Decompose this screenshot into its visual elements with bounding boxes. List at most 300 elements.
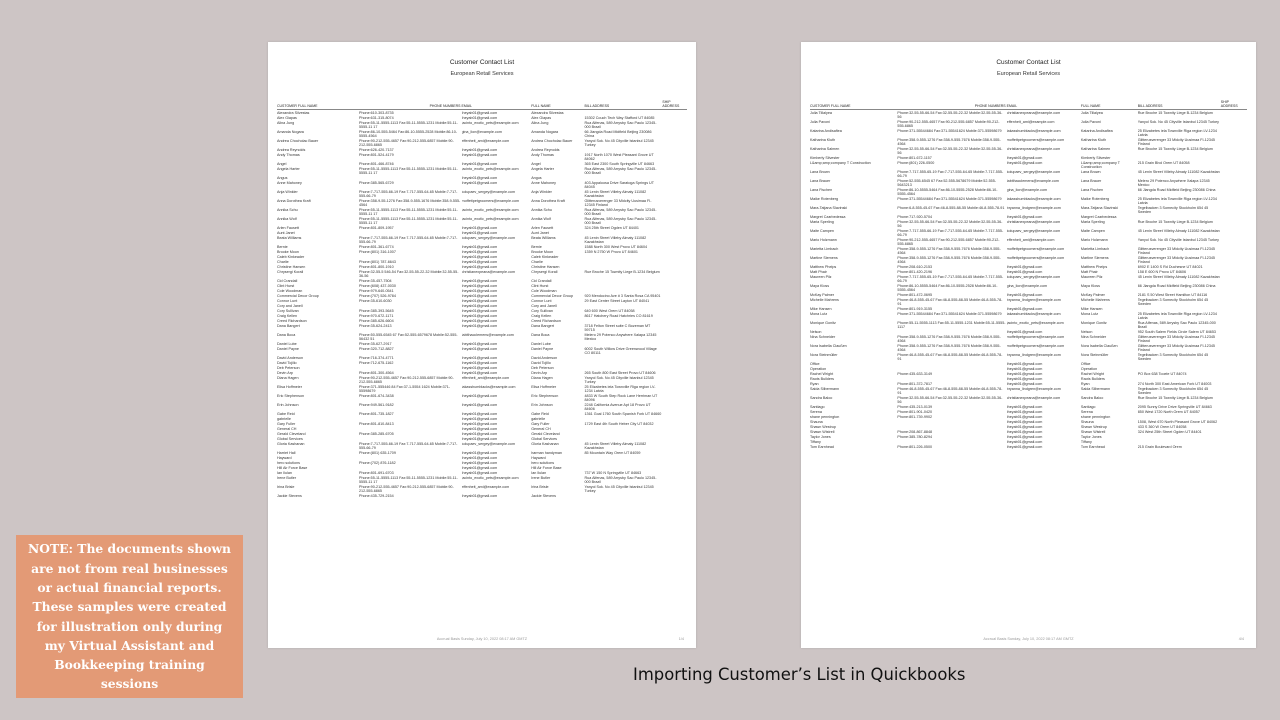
customer-name-cell: Margret Czarbedessa <box>810 214 846 219</box>
customer-name-cell: Shawn Wistrell <box>810 429 835 434</box>
customer-name-cell: Mara-Tatjana Slavinski <box>810 205 848 210</box>
customer-name-cell: Taylor Jones <box>810 434 831 439</box>
phone-cell: Phone:626-420-7137 <box>359 147 394 152</box>
report-title: Customer Contact List <box>996 59 1061 66</box>
full-name-cell: Serena <box>1080 409 1093 414</box>
email-cell: theyab01@gmail.com <box>1006 424 1043 429</box>
email-cell: bryanna_lindgren@example.com <box>1006 352 1061 357</box>
phone-cell: Phone:801-672-1157 <box>897 155 932 160</box>
table-row <box>277 484 687 493</box>
full-name-cell: Irina Brisle <box>531 484 549 489</box>
customer-name-cell: Arlen Fausett <box>277 225 299 230</box>
customer-name-cell: Serena <box>810 409 822 414</box>
report-footer: Accrual Basis Sunday, July 10, 2022 08:17 AM GMTZ <box>436 637 528 641</box>
customer-name-cell: Julia Tillalyea <box>810 110 832 115</box>
ship-address-cell <box>1221 311 1247 320</box>
full-name-cell: Andy Thomas <box>531 152 554 157</box>
phone-cell: Phone:320-712-8827 <box>359 346 394 351</box>
phone-cell: Phone:(801) 226-0500 <box>897 160 935 165</box>
full-name-cell: Maya Kloss <box>1080 283 1100 288</box>
full-name-cell: Caleb Kinkeader <box>531 254 559 259</box>
full-name-cell: Katharina Kluth <box>1080 137 1107 142</box>
table-row <box>810 187 1247 196</box>
full-name-cell: Hayward <box>531 455 546 460</box>
customer-name-cell: David Tojillo <box>277 360 297 365</box>
customer-name-cell: shane pennington <box>810 414 840 419</box>
ship-address-cell <box>662 235 687 244</box>
phone-cell: Phone:801-472-0695 <box>897 292 933 297</box>
email-cell: effenheit_ami@example.com <box>461 484 510 489</box>
email-cell: bryanna_lindgren@example.com <box>1006 205 1061 210</box>
column-header-full-name: FULL NAME <box>1081 100 1138 110</box>
customer-name-cell: Cole Woodman <box>277 288 303 293</box>
full-name-cell: Beata Williams <box>531 235 556 240</box>
full-name-cell: Gerald Cleveland <box>531 431 560 436</box>
ship-address-cell <box>1221 119 1247 128</box>
ship-address-cell <box>662 393 687 402</box>
customer-name-cell: Monique Gonitz <box>810 320 836 325</box>
full-name-cell: Clint Hurst <box>531 283 549 288</box>
customer-name-cell: Brooke Moon <box>277 249 299 254</box>
phone-cell: Phone:90-212-555-4657 Fax:90-212-555-6857 Mobile:90-212-555-6865 <box>359 375 454 384</box>
customer-name-cell: Katarina Andisafiea <box>810 128 842 133</box>
ship-address-cell <box>1221 297 1247 306</box>
ship-address-cell <box>1221 334 1247 343</box>
full-name-cell: Raots Builders <box>1080 376 1105 381</box>
full-name-cell: hero solutions <box>531 460 555 465</box>
full-name-cell: Ian Ilulan <box>531 470 547 475</box>
customer-name-cell: Marietta Limbach <box>810 246 839 251</box>
email-cell: theyab01@gmail.com <box>461 416 498 421</box>
email-cell: theyab01@gmail.com <box>1006 160 1043 165</box>
phone-cell: Phone:801-901-0420 <box>897 409 933 414</box>
slide-caption: Importing Customer’s List in Quickbooks <box>633 665 966 684</box>
full-name-cell: Shawn Wistrell <box>1080 429 1106 434</box>
table-row <box>810 219 1247 228</box>
column-header-ship-address: SHIP ADDRESS <box>1221 100 1247 110</box>
bill-address-cell: 66 Jiangda Road Midfield Beijing 230086 China <box>1137 283 1216 288</box>
bill-address-cell: 45 Lenin Street Villeby Almaty 111082 Kazakhstan <box>584 441 647 450</box>
full-name-cell: Alexandra Silvestas <box>531 110 564 115</box>
bill-address-cell: 1588 North 300 West Provo UT 84604 <box>584 244 648 249</box>
bill-address-cell: Rua Alfenas, 589 Arrysby Sao Paulo 12345-000 Brazil <box>584 207 657 216</box>
ship-address-cell <box>662 129 687 138</box>
ship-address-cell <box>1221 228 1247 237</box>
table-row <box>277 393 687 402</box>
bill-address-cell: 433 S 360 W Orem UT 84058 <box>1137 424 1187 429</box>
customer-name-cell: Lana Brauer <box>810 178 831 183</box>
email-cell: theyab01@gmail.com <box>461 254 498 259</box>
full-name-cell: Hill Air Force Base <box>531 465 562 470</box>
full-name-cell: Monique Gonitz <box>1080 320 1107 325</box>
email-cell: theyab01@gmail.com <box>461 298 498 303</box>
phone-cell: Phone:631-315-8074 <box>359 115 394 120</box>
full-name-cell: Diana Hagen <box>531 375 553 380</box>
full-name-cell: Erin Johnson <box>531 402 553 407</box>
bill-address-cell: 25 Elizabetes iela Townville Riga region LV-1234 Latvia <box>1137 128 1217 137</box>
table-row <box>277 216 687 225</box>
phone-cell: Phone:90-212-555-4657 Fax:90-212-555-6857 Mobile:90-212-555-6865 <box>359 484 454 493</box>
full-name-cell: Mario Holzmann <box>1080 237 1108 242</box>
bill-address-cell: 29 East Center Street Layton UT 84041 <box>584 298 650 303</box>
full-name-cell: Maike Rotenberg <box>1080 196 1110 201</box>
full-name-cell: Kimberly Silvester <box>1080 155 1111 160</box>
email-cell: theyab01@gmail.com <box>461 115 498 120</box>
phone-cell: Phone:90-212-555-4657 Fax:90-212-555-6857 Mobile:90-212-555-6865 <box>897 237 1000 246</box>
email-cell: gina_lion@example.com <box>461 129 502 134</box>
full-name-cell: Lana Brown <box>1080 169 1101 174</box>
full-name-cell: Julia Tillalyea <box>1080 110 1103 115</box>
email-cell: theyab01@gmail.com <box>1006 306 1043 311</box>
table-row <box>810 160 1247 169</box>
phone-cell: Phone:610-303-8735 <box>359 110 394 115</box>
table-row <box>810 196 1247 205</box>
phone-cell: Phone:32-55-5 546-54 Fax:32-55-55-22-32 Mobile:32-55-55-36-56 <box>359 269 459 278</box>
email-cell: christianexpeana@example.com <box>1006 110 1061 115</box>
ship-address-cell <box>662 384 687 393</box>
phone-cell: Phone:385-285-6705 <box>359 431 394 436</box>
full-name-cell: Commercial Decor Group <box>531 293 573 298</box>
phone-cell: Phone:46-8-555-45-67 Fax:46-8-555-88-55 Mobile:46-8-555-78-91 <box>897 297 1003 306</box>
page-number: 1/4 <box>678 637 684 641</box>
phone-cell: Phone:949-561-9182 <box>359 402 394 407</box>
email-cell: takasshumblacks@example.com <box>1006 311 1061 316</box>
email-cell: moffettpetgroomers@example.com <box>1006 343 1065 348</box>
email-cell: bryanna_lindgren@example.com <box>1006 297 1061 302</box>
full-name-cell: Michelle Mahrens <box>1080 297 1110 302</box>
phone-cell: Phone:801-674-3438 <box>359 393 394 398</box>
report-footer: Accrual Basis Sunday, July 10, 2022 08:17 AM GMTZ <box>983 637 1074 641</box>
phone-cell: Phone:32-55-55-66-54 Fax:32-55-55-22-32 Mobile:32-55-55-36-56 <box>897 146 1003 155</box>
full-name-cell: Angel <box>531 161 541 166</box>
full-name-cell: Ryan <box>1080 381 1090 386</box>
bill-address-cell: Yanyol Sok. No 45 Cityville Istanbul 12345 Turkey <box>1137 119 1220 124</box>
customer-name-cell: Angela Harter <box>277 166 300 171</box>
customer-name-cell: L&amp;amp;company T Construction <box>810 160 871 165</box>
phone-cell: Phone:979-640-0541 <box>359 288 394 293</box>
phone-cell: Phone:371-55544684 Fax:371-55541624 Mobile:371-55598679 <box>897 196 1002 201</box>
ship-address-cell <box>662 493 687 498</box>
table-row <box>810 128 1247 137</box>
bill-address-cell: 45 Lenin Street Villeby Almaty 111082 Kazakhstan <box>1137 274 1220 279</box>
ship-address-cell <box>1221 205 1247 214</box>
ship-address-cell <box>1221 146 1247 155</box>
email-cell: theyab01@gmail.com <box>461 426 498 431</box>
ship-address-cell <box>1221 137 1247 146</box>
full-name-cell: Creed Richardson <box>531 318 561 323</box>
email-cell: theyab01@gmail.com <box>461 455 498 460</box>
phone-cell: Phone:32-55-55-66-54 Fax:32-55-55-22-32 Mobile:32-55-55-36-56 <box>897 395 1003 404</box>
customer-name-cell: Mona Lutz <box>810 311 828 316</box>
ship-address-cell <box>1221 283 1247 292</box>
column-header-email: EMAIL <box>462 100 532 110</box>
email-cell: theyab01@gmail.com <box>1006 409 1043 414</box>
email-cell: theyab01@gmail.com <box>1006 444 1043 449</box>
email-cell: theyab01@gmail.com <box>1006 329 1043 334</box>
customer-name-cell: Hill Air Force Base <box>277 465 308 470</box>
email-cell: effenheit_ami@example.com <box>461 375 510 380</box>
full-name-cell: Eric Stephenson <box>531 393 559 398</box>
full-name-cell: McKay Palmer <box>1080 292 1105 297</box>
email-cell: theyab01@gmail.com <box>1006 414 1043 419</box>
customer-name-cell: Operation <box>810 366 827 371</box>
full-name-cell: Shauna <box>1080 419 1094 424</box>
full-name-cell: Craig Kellen <box>531 313 552 318</box>
customer-name-cell: gabrielle <box>277 416 291 421</box>
email-cell: theyab01@gmail.com <box>461 303 498 308</box>
full-name-cell: Connor Lunt <box>531 298 552 303</box>
column-header-full-name: FULL NAME <box>531 100 584 110</box>
email-cell: kolupaev_sergey@example.com <box>461 235 516 240</box>
bill-address-cell: PO Box 638 Tooele UT 84074 <box>1137 371 1187 376</box>
email-cell: jacinto_exotic_pets@example.com <box>461 120 519 125</box>
bill-address-cell: 324 West 25th Street Ogden UT 84401 <box>1137 429 1202 434</box>
email-cell: theyab01@gmail.com <box>1006 381 1043 386</box>
phone-cell: Phone:435-729-2154 <box>359 493 394 498</box>
customer-name-cell: Elisa Hoffmeier <box>277 384 302 389</box>
table-row <box>277 402 687 411</box>
customer-name-cell: Dana Bangert <box>277 323 300 328</box>
table-row <box>277 475 687 484</box>
bill-address-cell: 1917 North 1070 West Pleasant Grove UT 84062 <box>584 152 654 161</box>
customer-name-cell: Santiago <box>810 404 825 409</box>
email-cell: gina_lion@example.com <box>1006 187 1048 192</box>
table-row <box>810 228 1247 237</box>
ship-address-cell <box>1221 246 1247 255</box>
bill-address-cell: Rue Broche 15 Townity Liege B-1234 Belgium <box>584 269 660 274</box>
email-cell: theyab01@gmail.com <box>461 161 498 166</box>
customer-name-cell: hero solutions <box>277 460 300 465</box>
email-cell: theyab01@gmail.com <box>461 288 498 293</box>
bill-address-cell: 274 North 300 East American Fork UT 84003 <box>1137 381 1212 386</box>
bill-address-cell: 365 East 2300 South Springville UT 84663 <box>584 161 655 166</box>
full-name-cell: Nora Isabella Claußen <box>1080 343 1118 348</box>
full-name-cell: Operation <box>1080 366 1098 371</box>
table-row <box>810 246 1247 255</box>
email-cell: tabithacclemens@example.com <box>1006 178 1059 183</box>
table-row <box>277 332 687 341</box>
bill-address-cell: 215 Grain Blvd Orem UT 84058 <box>1137 160 1190 165</box>
phone-cell: Phone:801-810-8413 <box>359 421 394 426</box>
table-row <box>810 137 1247 146</box>
phone-cell: Phone:801-372-7817 <box>897 381 933 386</box>
full-name-cell: Shawn Westrup <box>1080 424 1107 429</box>
full-name-cell: Dana Bangert <box>531 323 554 328</box>
customer-name-cell: Andrea Reynolds <box>277 147 306 152</box>
email-cell: theyab01@gmail.com <box>461 313 498 318</box>
phone-cell: Phone:801-466-8746 <box>359 161 394 166</box>
customer-name-cell: Nina Schneider <box>810 334 836 339</box>
bill-address-cell: 66 Jiangda Road Midfield Beijing 230086 China <box>584 129 652 138</box>
phone-cell: Phone:55-11-5555-1113 Fax:55-11-5555-1231 Mobile:55-11-5555-11 17 <box>359 166 458 175</box>
bill-address-cell: 403 Appaloosa Drive Saratoga Springs UT 84045 <box>584 180 654 189</box>
column-header-bill-address: BILL ADDRESS <box>584 100 662 110</box>
full-name-cell: Devin Arp <box>531 370 548 375</box>
full-name-cell: Christine Hansen <box>531 264 560 269</box>
bill-address-cell: Glitterusverenger 33 Midcity Uusimaa FI-12345 Finland <box>584 198 652 207</box>
bill-address-cell: 215 Grain Boulevard Orem <box>1137 444 1182 449</box>
email-cell: theyab01@gmail.com <box>461 110 498 115</box>
table-row <box>277 189 687 198</box>
full-name-cell: Matthew Phelps <box>1080 264 1108 269</box>
full-name-cell: Brooke Moon <box>531 249 554 254</box>
phone-cell: Phone:50-555-6545 67 Fax:52-555-6579678 Mobile:52-555-56432 51 <box>359 332 458 341</box>
full-name-cell: L&amp;amp;company T Construction <box>1080 160 1120 169</box>
phone-cell: Phone:717-920-5704 <box>897 214 933 219</box>
customer-name-cell: Erin Johnson <box>277 402 299 407</box>
customer-name-cell: Mario Holzmann <box>810 237 837 242</box>
full-name-cell: Saida Silbermann <box>1080 386 1111 391</box>
table-row <box>277 346 687 355</box>
bill-address-cell: 920 Mendocino Ave # 3 Santa Rosa CA 95401 <box>584 293 661 298</box>
customer-name-cell: Anna Dorothea Kraft <box>277 198 311 203</box>
customer-name-cell: Cory and Janell <box>277 303 303 308</box>
customer-name-cell: Irina Brisle <box>277 484 295 489</box>
ship-address-cell <box>1221 274 1247 283</box>
bill-address-cell: 45 Lenin Street Villeby Almaty 111082 Kazakhstan <box>584 189 647 198</box>
customer-name-cell: Angel <box>277 161 287 166</box>
customer-name-cell: Cid Crandall <box>277 278 298 283</box>
ship-address-cell <box>662 207 687 216</box>
email-cell: theyab01@gmail.com <box>1006 404 1043 409</box>
customer-name-cell: Deb Peterson <box>277 365 300 370</box>
customer-name-cell: Craig Kellen <box>277 313 298 318</box>
full-name-cell: Martine Siemens <box>1080 255 1109 260</box>
email-cell: theyab01@gmail.com <box>461 308 498 313</box>
phone-cell: Phone:371-555446 84 Fax:37-1-5554 1624 Mobile:371-55598679 <box>359 384 451 393</box>
phone-cell: Phone:801-800-1910 <box>359 264 394 269</box>
customer-name-cell: Daniel Payne <box>277 346 299 351</box>
customer-name-cell: Gabe Reid <box>277 411 295 416</box>
full-name-cell: Katharina Salmen <box>1080 146 1111 151</box>
full-name-cell: harman handyman <box>531 450 562 455</box>
bill-address-cell: 2181 S 50 West Street Hamilton UT 84116 <box>1137 292 1208 297</box>
customer-name-cell: Kimberly Silvester <box>810 155 840 160</box>
bill-address-cell: 45 Lenin Street Villeby Almaty 111082 Kazakhstan <box>1137 169 1220 174</box>
full-name-cell: Mona Lutz <box>1080 311 1099 316</box>
bill-address-cell: 1508, West 670 North Pleasant Grove UT 84062 <box>1137 419 1218 424</box>
bill-address-cell <box>584 493 662 498</box>
ship-address-cell <box>1221 352 1247 361</box>
phone-cell: Phone:(801) 635-1709 <box>359 450 396 455</box>
table-row <box>810 386 1247 395</box>
phone-cell: Phone:35-627-2917 <box>359 341 392 346</box>
customer-name-cell: Jackie Stevens <box>277 493 302 498</box>
bill-address-cell: Melero 29 Potenco Anywhere Xalapa 12345 Mexico <box>1137 178 1210 187</box>
customer-name-cell: Matt Phair <box>810 269 827 274</box>
full-name-cell: Santiago <box>1080 404 1096 409</box>
email-cell: theyab01@gmail.com <box>461 360 498 365</box>
email-cell: theyab01@gmail.com <box>461 365 498 370</box>
phone-cell: Phone:208-867-8848 <box>897 429 933 434</box>
full-name-cell: David Anderson <box>531 355 558 360</box>
customer-name-cell: Maria Sperling <box>810 219 834 224</box>
phone-cell: Phone:7-717-555-65-19 Fax:7-717-555-64-65 Mobile:7-717-555-66-79 <box>897 169 1004 178</box>
customer-name-cell: Maureen Pilz <box>810 274 832 279</box>
customer-table <box>810 100 1247 449</box>
customer-name-cell: Chrysergi Korall <box>277 269 304 274</box>
email-cell: theyab01@gmail.com <box>461 402 498 407</box>
bill-address-cell: Tegelbacken 3 Somecity Stockholm 654 45 Sweden <box>1137 352 1209 361</box>
customer-name-cell: Lana Brown <box>810 169 830 174</box>
ship-address-cell <box>1221 187 1247 196</box>
email-cell: theyab01@gmail.com <box>461 421 498 426</box>
phone-cell: Phone:55-11-5555-1113 Fax:55-11-5555-1231 Mobile:55-11-5555-11 17 <box>359 120 458 129</box>
table-row <box>810 178 1247 187</box>
table-row <box>277 138 687 147</box>
customer-name-cell: Michelle Mahrens <box>810 297 839 302</box>
email-cell: tabithacclemens@example.com <box>461 332 514 337</box>
email-cell: effenheit_ami@example.com <box>1006 237 1055 242</box>
ship-address-cell <box>662 138 687 147</box>
ship-address-cell <box>1221 343 1247 352</box>
email-cell: kolupaev_sergey@example.com <box>1006 274 1061 279</box>
phone-cell: Phone:435-633-3149 <box>897 371 933 376</box>
customer-name-cell: McKay Palmer <box>810 292 834 297</box>
phone-cell: Phone:358-9-555-1276 Fax:358-9-555-7676 Mobile:358-9-555-4564 <box>897 334 1001 343</box>
phone-cell: Phone:90-212-555-4657 Fax:90-212-555-6857 Mobile:90-212-555-6865 <box>359 138 454 147</box>
customer-name-cell: Maya Kloss <box>810 283 830 288</box>
email-cell: gina_lion@example.com <box>1006 283 1048 288</box>
customer-name-cell: Nelson <box>810 329 822 334</box>
full-name-cell: Tiffany <box>1080 439 1092 444</box>
full-name-cell: Arlen Fausett <box>531 225 554 230</box>
email-cell: theyab01@gmail.com <box>461 278 498 283</box>
email-cell: theyab01@gmail.com <box>461 431 498 436</box>
full-name-cell: David Tojillo <box>531 360 551 365</box>
full-name-cell: Jackie Stevens <box>531 493 556 498</box>
bill-address-cell: 8617 Hatchery Road Hatchries CO 81619 <box>584 313 653 318</box>
table-row <box>277 375 687 384</box>
email-cell: theyab01@gmail.com <box>461 323 498 328</box>
customer-name-cell: Andrea Chocholac Bauer <box>277 138 319 143</box>
full-name-cell: Annika Schu <box>531 207 552 212</box>
email-cell: jacinto_exotic_pets@example.com <box>461 207 519 212</box>
phone-cell: Phone:46-8-555-45-67 Fax:46-8-555-88-55 Mobile:46-8-555-78-91 <box>897 352 1003 361</box>
table-row <box>810 119 1247 128</box>
customer-name-cell: David Anderson <box>277 355 304 360</box>
phone-cell: Phone:385-780-8294 <box>897 434 933 439</box>
full-name-cell: Marietta Limbach <box>1080 246 1110 251</box>
table-row <box>810 237 1247 246</box>
page-number: 4/4 <box>1238 637 1244 641</box>
table-row <box>277 269 687 278</box>
ship-address-cell <box>662 189 687 198</box>
customer-name-cell: Saida Silbermann <box>810 386 840 391</box>
table-row <box>810 274 1247 283</box>
full-name-cell: Mike Hansen <box>1080 306 1103 311</box>
email-cell: theyab01@gmail.com <box>1006 269 1043 274</box>
phone-cell: Phone:208-610-2153 <box>897 264 933 269</box>
bill-address-cell: Rue Broche 15 Townity Liege B-1234 Belgium <box>1137 110 1213 115</box>
full-name-cell: General CH <box>531 426 551 431</box>
full-name-cell: Tom Earnhead <box>1080 444 1105 449</box>
full-name-cell: Angus <box>531 175 542 180</box>
table-row <box>277 166 687 175</box>
email-cell: theyab01@gmail.com <box>461 493 498 498</box>
ship-address-cell <box>662 198 687 207</box>
bill-address-cell: 45 Lenin Street Villeby Almaty 111082 Kazakhstan <box>584 235 647 244</box>
full-name-cell: Cory Sullivan <box>531 308 553 313</box>
customer-name-cell: Bernie <box>277 244 288 249</box>
email-cell: theyab01@gmail.com <box>461 393 498 398</box>
customer-name-cell: Cory Sullivan <box>277 308 299 313</box>
full-name-cell: Margret Czarbedessa <box>1080 214 1117 219</box>
bill-address-cell: Rua Alfenas, 589 Arrysby Sao Paulo 12345-000 Brazil <box>584 120 657 129</box>
full-name-cell: Bernie <box>531 244 542 249</box>
bill-address-cell: Rue Broche 15 Townity Liege B-1234 Belgium <box>1137 146 1213 151</box>
ship-address-cell <box>662 332 687 341</box>
